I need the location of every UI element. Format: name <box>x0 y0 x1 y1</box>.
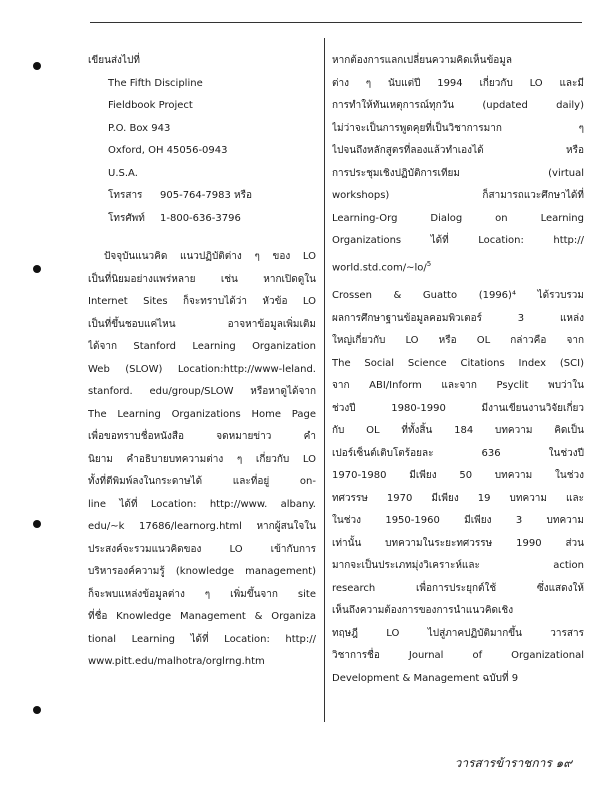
text-line: The Learning Organizations Home Page <box>88 408 316 420</box>
page-footer: วารสารข้าราชการ ๑๙ <box>454 756 572 770</box>
text-line: กับ OL ที่ทั้งสิ้น 184 บทความ คิดเป็น <box>332 425 584 437</box>
text-line: tional Learning ได้ที่ Location: http:// <box>88 633 316 645</box>
address-heading: เขียนส่งไปที่ <box>88 55 140 66</box>
text-line: Organizations ได้ที่ Location: http:// <box>332 235 584 246</box>
footnote-marker: 5 <box>426 259 432 268</box>
binder-hole <box>33 706 41 714</box>
text-line: ใหญ่เกี่ยวกับ LO หรือ OL กล่าวคือ จาก <box>332 335 584 347</box>
text-line: ทั้งที่ตีพิมพ์ลงในกระดาษได้ และที่อยู่ on- <box>88 476 316 487</box>
text-line: เป็นที่ขึ้นชอบแค่ไหน อาจหาข้อมูลเพิ่มเติม <box>88 318 316 330</box>
address-line: P.O. Box 943 <box>108 122 171 134</box>
text-line: การประชุมเชิงปฏิบัติการเทียม (virtual <box>332 167 584 179</box>
text-line: เท่านั้น บทความในระยะทศวรรษ 1990 ส่วน <box>332 537 584 549</box>
text-line: stanford. edu/group/SLOW หรือหาดูได้จาก <box>88 386 316 397</box>
right-paragraph-1 <box>332 50 584 279</box>
text-line: ผลการศึกษาฐานข้อมูลคอมพิวเตอร์ 3 แหล่ง <box>332 312 584 324</box>
right-column <box>332 50 584 690</box>
text-line: เพื่อขอทราบชื่อหนังสือ จดหมายข่าว คำ <box>88 431 316 442</box>
text-line: ไม่ว่าจะเป็นการพูดคุยที่เป็นวิชาการมาก ๆ <box>332 122 584 134</box>
text-line: The Social Science Citations Index (SCI) <box>332 357 584 369</box>
binder-hole <box>33 62 41 70</box>
binder-hole <box>33 520 41 528</box>
text-line: 1970-1980 มีเพียง 50 บทความ ในช่วง <box>332 470 584 482</box>
text-line: วิชาการชื่อ Journal of Organizational <box>332 650 584 662</box>
phone-value: 1-800-636-3796 <box>160 212 241 224</box>
text-line: เป็นที่นิยมอย่างแพร่หลาย เช่น หากเปิดดูใน <box>88 273 316 285</box>
phone-row <box>88 208 316 231</box>
text-line: Crossen & Guatto (1996)⁴ ได้รวบรวม <box>332 290 584 302</box>
text-line: ก็จะพบแหล่งข้อมูลต่าง ๆ เพิ่มขึ้นจาก site <box>88 588 316 600</box>
fax-label: โทรสาร <box>108 190 143 201</box>
left-column <box>88 50 316 674</box>
text-line: เปอร์เซ็นต์เติบโตร้อยละ 636 ในช่วงปี <box>332 447 584 459</box>
top-rule <box>90 22 582 23</box>
text-line: workshops) ก็สามารถแวะศึกษาได้ที่ <box>332 190 584 201</box>
left-paragraph <box>88 246 316 674</box>
text-line: บริหารองค์ความรู้ (knowledge management) <box>88 566 316 577</box>
text-line: ประสงค์จะรวมแนวคิดของ LO เข้ากับการ <box>88 543 316 555</box>
text-line: Development & Management ฉบับที่ 9 <box>332 672 519 684</box>
text-line: มากจะเป็นประเภทมุ่งวิเคราะห์และ action <box>332 560 584 572</box>
text-line: นิยาม คำอธิบายบทความต่าง ๆ เกี่ยวกับ LO <box>88 453 316 465</box>
text-line: Web (SLOW) Location:http://www-leland. <box>88 363 316 375</box>
text-line: research เพื่อการประยุกต์ใช้ ซึ่งแสดงให้ <box>332 582 584 594</box>
text-line: Learning-Org Dialog on Learning <box>332 212 584 224</box>
text-line: ปัจจุบันแนวคิด แนวปฏิบัติต่าง ๆ ของ LO <box>104 251 316 262</box>
text-line: หากต้องการแลกเปลี่ยนความคิดเห็นข้อมูล <box>332 55 513 66</box>
text-line: ที่ชื่อ Knowledge Management & Organiza <box>88 611 316 622</box>
binder-hole <box>33 265 41 273</box>
text-line: ได้จาก Stanford Learning Organization <box>88 341 316 352</box>
text-line: ทศวรรษ 1970 มีเพียง 19 บทความ และ <box>332 492 584 504</box>
phone-label: โทรศัพท์ <box>108 212 145 224</box>
address-line: Fieldbook Project <box>108 100 193 111</box>
fax-row <box>88 185 316 208</box>
address-line: U.S.A. <box>108 167 138 179</box>
text-line: world.std.com/~lo/$^5$ <box>332 259 432 273</box>
address-line: The Fifth Discipline <box>108 77 203 89</box>
text-line: ไปจนถึงหลักสูตรที่ลองแล้วทำเองได้ หรือ <box>332 145 584 156</box>
mailing-address <box>88 50 316 230</box>
text-line: เห็นถึงความต้องการของการนำแนวคิดเชิง <box>332 605 514 617</box>
text-line: Internet Sites ก็จะทราบได้ว่า หัวข้อ LO <box>88 296 316 307</box>
text-line: การทำให้ทันเหตุการณ์ทุกวัน (updated daily) <box>332 100 584 111</box>
fax-value: 905-764-7983 หรือ <box>160 190 252 201</box>
text-line: www.pitt.edu/malhotra/orglrng.htm <box>88 656 265 667</box>
right-paragraph-2 <box>332 285 584 690</box>
column-divider <box>324 38 325 722</box>
text-line: จาก ABI/Inform และจาก Psyclit พบว่าใน <box>332 380 584 392</box>
text-line: ต่าง ๆ นับแต่ปี 1994 เกี่ยวกับ LO และมี <box>332 77 584 89</box>
text-line: line ได้ที่ Location: http://www. albany. <box>88 498 316 510</box>
text-line: ช่วงปี 1980-1990 มีงานเขียนงานวิจัยเกี่ยว <box>332 402 584 414</box>
text-line: ในช่วง 1950-1960 มีเพียง 3 บทความ <box>332 515 584 527</box>
text-line: edu/~k 17686/learnorg.html หากผู้สนใจใน <box>88 521 316 532</box>
text-line: ทฤษฎี LO ไปสู่ภาคปฏิบัติมากขึ้น วารสาร <box>332 627 584 639</box>
address-line: Oxford, OH 45056-0943 <box>108 145 228 156</box>
